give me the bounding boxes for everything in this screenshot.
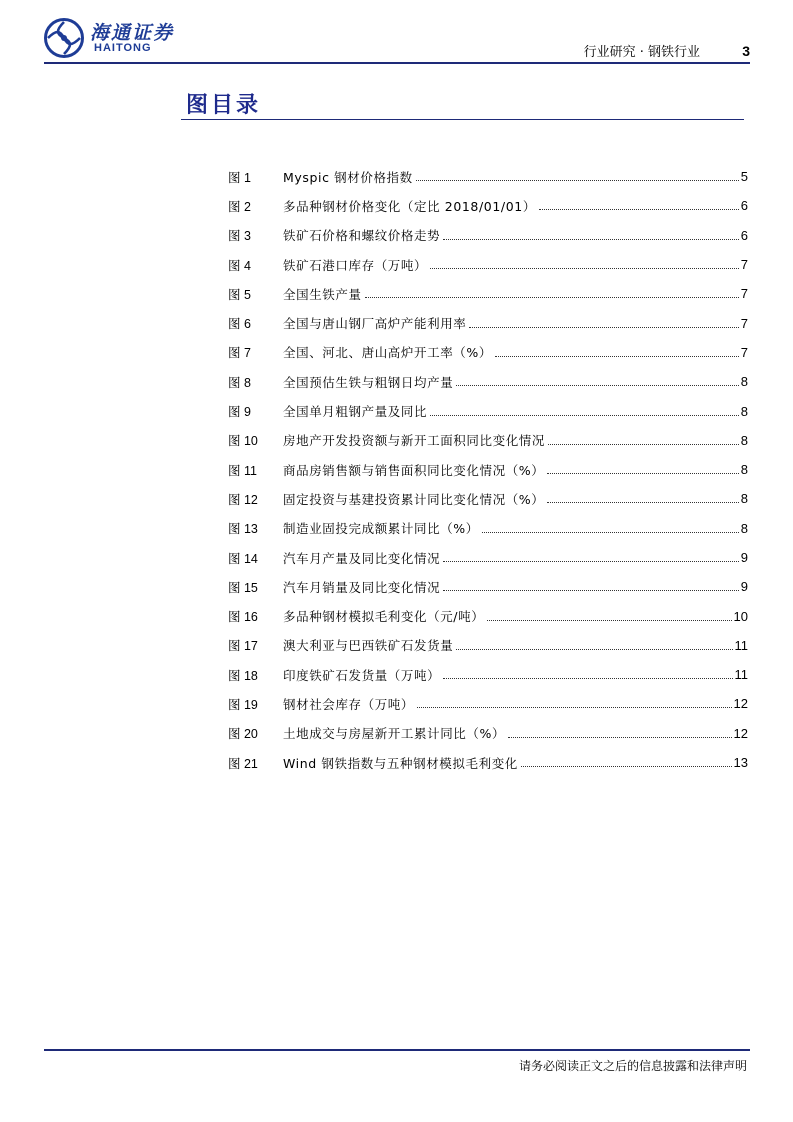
figure-table-of-contents (228, 162, 748, 777)
page-title: 图目录 (186, 93, 262, 118)
toc-entry[interactable] (228, 514, 748, 543)
toc-dot-leader (416, 180, 739, 181)
toc-figure-label: 图 16 (228, 610, 258, 625)
toc-figure-title: Wind 钢铁指数与五种钢材模拟毛利变化 (283, 755, 518, 771)
toc-dot-leader (430, 268, 739, 269)
toc-figure-label: 图 1 (228, 170, 251, 185)
toc-dot-leader (495, 356, 739, 357)
toc-figure-title: 全国、河北、唐山高炉开工率（%） (283, 345, 492, 361)
toc-page-number: 8 (740, 432, 748, 448)
toc-dot-leader (521, 766, 732, 767)
header-info (584, 41, 750, 60)
toc-dot-leader (548, 444, 739, 445)
toc-figure-title: 固定投资与基建投资累计同比变化情况（%） (283, 491, 545, 507)
toc-page-number: 6 (740, 198, 748, 214)
toc-page-number: 7 (740, 257, 748, 273)
toc-entry[interactable] (228, 748, 748, 777)
logo-english-name: HAITONG (94, 42, 152, 54)
toc-page-number: 8 (740, 403, 748, 419)
toc-figure-label: 图 5 (228, 287, 251, 302)
toc-entry[interactable] (228, 279, 748, 308)
toc-figure-title: 汽车月产量及同比变化情况 (283, 550, 441, 566)
toc-figure-label: 图 13 (228, 522, 258, 537)
toc-dot-leader (482, 532, 739, 533)
toc-figure-title: Myspic 钢材价格指数 (283, 169, 413, 185)
toc-page-number: 12 (733, 725, 748, 741)
toc-figure-title: 多品种钢材价格变化（定比 2018/01/01） (283, 198, 536, 214)
toc-dot-leader (547, 502, 738, 503)
toc-entry[interactable] (228, 338, 748, 367)
toc-figure-label: 图 4 (228, 258, 251, 273)
toc-page-number: 8 (740, 374, 748, 390)
toc-figure-title: 商品房销售额与销售面积同比变化情况（%） (283, 462, 545, 478)
toc-dot-leader (443, 678, 732, 679)
toc-figure-title: 澳大利亚与巴西铁矿石发货量 (283, 638, 454, 654)
toc-figure-title: 制造业固投完成额累计同比（%） (283, 521, 479, 537)
footer-divider (44, 1049, 750, 1051)
toc-figure-label: 图 11 (228, 463, 257, 478)
toc-figure-label: 图 3 (228, 229, 251, 244)
toc-entry[interactable] (228, 543, 748, 572)
toc-entry[interactable] (228, 572, 748, 601)
header-divider (44, 62, 750, 64)
toc-dot-leader (417, 707, 732, 708)
toc-page-number: 5 (740, 169, 748, 185)
toc-entry[interactable] (228, 484, 748, 513)
toc-figure-label: 图 20 (228, 727, 258, 742)
toc-dot-leader (443, 590, 739, 591)
toc-entry[interactable] (228, 689, 748, 718)
toc-figure-title: 全国与唐山钢厂高炉产能利用率 (283, 316, 467, 332)
toc-figure-label: 图 14 (228, 551, 258, 566)
page-header (44, 14, 750, 64)
toc-entry[interactable] (228, 308, 748, 337)
toc-figure-label: 图 2 (228, 199, 251, 214)
haitong-logo-icon (44, 18, 84, 58)
toc-figure-label: 图 8 (228, 375, 251, 390)
toc-figure-label: 图 19 (228, 697, 258, 712)
toc-figure-title: 房地产开发投资额与新开工面积同比变化情况 (283, 433, 546, 449)
toc-page-number: 9 (740, 579, 748, 595)
toc-dot-leader (487, 620, 731, 621)
toc-page-number: 7 (740, 344, 748, 360)
toc-page-number: 7 (740, 286, 748, 302)
toc-figure-label: 图 9 (228, 405, 251, 420)
footer-disclaimer: 请务必阅读正文之后的信息披露和法律声明 (518, 1059, 747, 1073)
toc-figure-label: 图 18 (228, 668, 258, 683)
page-number: 3 (742, 43, 750, 59)
toc-page-number: 11 (734, 637, 748, 653)
toc-figure-title: 铁矿石价格和螺纹价格走势 (283, 228, 441, 244)
toc-figure-title: 印度铁矿石发货量（万吨） (283, 667, 441, 683)
title-divider (181, 119, 744, 120)
toc-dot-leader (443, 561, 739, 562)
toc-page-number: 6 (740, 227, 748, 243)
toc-figure-label: 图 6 (228, 317, 251, 332)
toc-page-number: 8 (740, 520, 748, 536)
toc-entry[interactable] (228, 221, 748, 250)
toc-figure-title: 铁矿石港口库存（万吨） (283, 257, 428, 273)
toc-page-number: 8 (740, 462, 748, 478)
toc-page-number: 10 (733, 608, 748, 624)
toc-entry[interactable] (228, 719, 748, 748)
toc-page-number: 9 (740, 550, 748, 565)
toc-dot-leader (547, 473, 738, 474)
toc-figure-title: 全国预估生铁与粗钢日均产量 (283, 374, 454, 390)
toc-entry[interactable] (228, 396, 748, 425)
toc-entry[interactable] (228, 601, 748, 630)
toc-entry[interactable] (228, 191, 748, 220)
toc-page-number: 13 (733, 755, 748, 771)
toc-dot-leader (456, 385, 738, 386)
toc-dot-leader (469, 327, 738, 328)
toc-dot-leader (430, 415, 739, 416)
toc-figure-title: 汽车月销量及同比变化情况 (283, 579, 441, 595)
toc-entry[interactable] (228, 660, 748, 689)
toc-figure-label: 图 21 (228, 756, 258, 771)
toc-dot-leader (508, 737, 731, 738)
toc-figure-title: 全国单月粗钢产量及同比 (283, 404, 428, 420)
toc-figure-label: 图 12 (228, 492, 258, 507)
toc-page-number: 7 (740, 315, 748, 331)
toc-dot-leader (456, 649, 732, 650)
toc-figure-title: 多品种钢材模拟毛利变化（元/吨） (283, 609, 485, 625)
toc-figure-label: 图 17 (228, 639, 258, 654)
toc-figure-title: 土地成交与房屋新开工累计同比（%） (283, 726, 506, 742)
haitong-logo (44, 16, 194, 60)
toc-figure-title: 钢材社会库存（万吨） (283, 696, 415, 712)
toc-entry[interactable] (228, 250, 748, 279)
toc-dot-leader (443, 239, 739, 240)
toc-figure-label: 图 7 (228, 346, 251, 361)
toc-entry[interactable] (228, 426, 748, 455)
toc-entry[interactable] (228, 162, 748, 191)
toc-dot-leader (365, 297, 739, 298)
toc-page-number: 8 (740, 491, 748, 507)
toc-entry[interactable] (228, 455, 748, 484)
toc-entry[interactable] (228, 631, 748, 660)
toc-page-number: 11 (734, 667, 748, 683)
toc-figure-label: 图 10 (228, 434, 258, 449)
toc-figure-title: 全国生铁产量 (283, 286, 362, 302)
toc-entry[interactable] (228, 367, 748, 396)
logo-chinese-name: 海通证券 (90, 22, 175, 44)
report-category: 行业研究 · 钢铁行业 (583, 45, 701, 60)
toc-figure-label: 图 15 (228, 580, 258, 595)
toc-dot-leader (539, 209, 739, 210)
toc-page-number: 12 (733, 696, 748, 712)
